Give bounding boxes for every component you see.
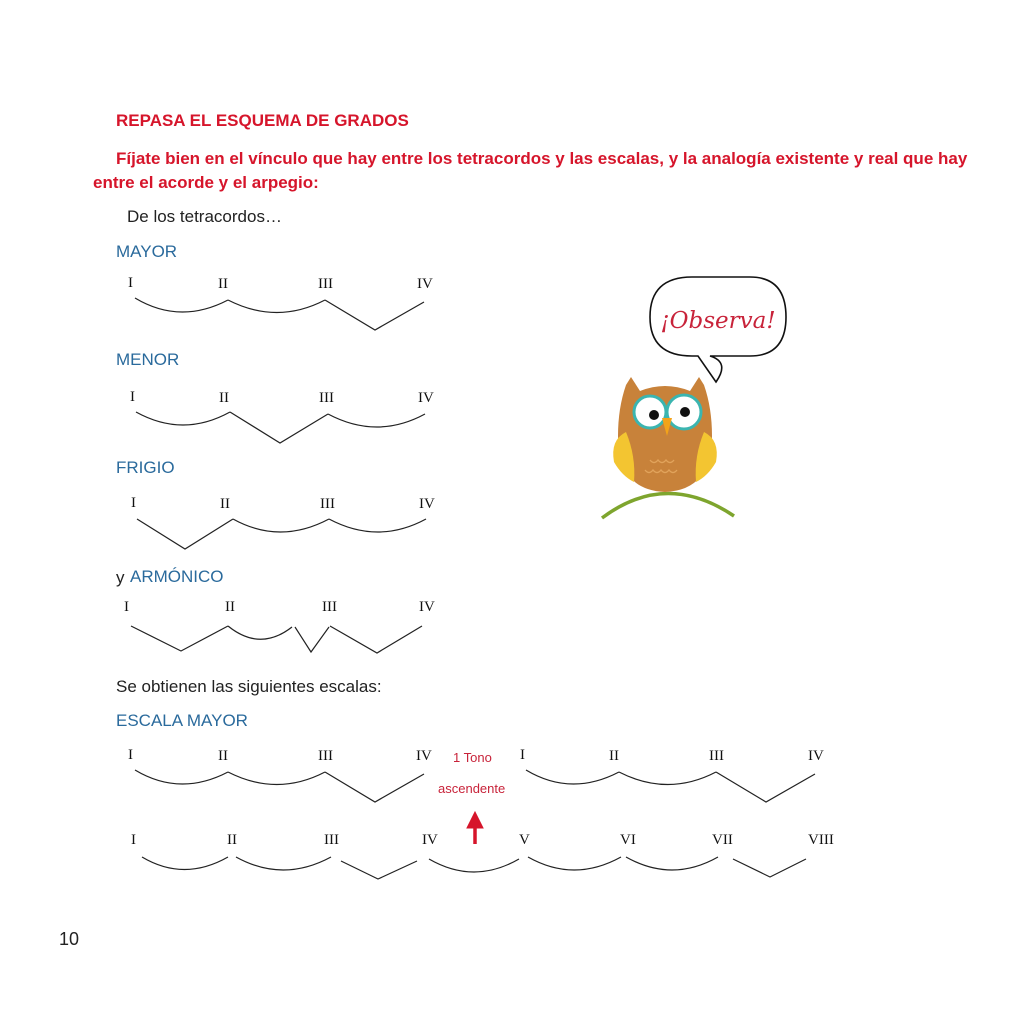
scale-full-degree-4: IV [422, 832, 438, 848]
scale-t1-arc-1 [135, 770, 228, 784]
armonico-semitone-1 [131, 626, 228, 651]
label-escala-mayor: ESCALA MAYOR [116, 711, 248, 730]
label-mayor: MAYOR [116, 242, 178, 261]
scale-full-degree-1: I [131, 832, 136, 848]
frigio-degree-2: II [220, 496, 230, 512]
scale-t1-degree-3: III [318, 748, 333, 764]
intro-line-2: entre el acorde y el arpegio: [93, 173, 319, 192]
menor-degree-3: III [319, 390, 334, 406]
scale-t1-degree-1: I [128, 747, 133, 763]
scale-full-degree-5: V [519, 832, 530, 848]
label-menor: MENOR [116, 350, 180, 369]
menor-degree-1: I [130, 389, 135, 405]
tone-label-1: 1 Tono [453, 750, 492, 765]
scale-full-arc-2 [236, 857, 331, 870]
scale-full-degree-7: VII [712, 832, 733, 848]
menor-degree-2: II [219, 390, 229, 406]
scale-t2-degree-4: IV [808, 748, 824, 764]
frigio-arc-1 [233, 519, 329, 532]
frigio-arc-2 [329, 519, 426, 532]
subtitle: De los tetracordos… [127, 207, 282, 226]
menor-semitone [230, 412, 328, 443]
scale-full-degree-2: II [227, 832, 237, 848]
scale-full-degree-6: VI [620, 832, 636, 848]
scale-t2-semitone [716, 772, 815, 802]
scale-t1-degree-4: IV [416, 748, 432, 764]
scale-t1-degree-2: II [218, 748, 228, 764]
mayor-semitone [325, 300, 424, 330]
ascending-arrow-icon [467, 812, 483, 844]
label-y: y [116, 568, 125, 587]
page-heading: REPASA EL ESQUEMA DE GRADOS [116, 111, 409, 130]
speech-bubble-text: ¡Observa! [660, 308, 776, 334]
armonico-degree-3: III [322, 599, 337, 615]
mayor-arc-2 [228, 300, 325, 313]
mayor-degree-3: III [318, 276, 333, 292]
armonico-arc [228, 626, 292, 639]
scale-full-semitone-2 [733, 859, 806, 877]
page-number: 10 [59, 929, 80, 949]
tone-label-2: ascendente [438, 781, 506, 796]
scale-full-arc-4 [528, 857, 621, 870]
armonico-semitone-3 [330, 626, 422, 653]
scale-full-arc-1 [142, 857, 228, 870]
frigio-degree-3: III [320, 496, 335, 512]
menor-arc-1 [136, 412, 230, 425]
label-frigio: FRIGIO [116, 458, 175, 477]
mayor-degree-1: I [128, 275, 133, 291]
mayor-arc-1 [135, 298, 228, 312]
scale-full-semitone-1 [341, 861, 417, 879]
owl-illustration [590, 270, 800, 525]
menor-arc-2 [328, 414, 425, 427]
scale-t2-degree-2: II [609, 748, 619, 764]
branch [602, 493, 734, 518]
armonico-degree-2: II [225, 599, 235, 615]
scale-full-degree-3: III [324, 832, 339, 848]
armonico-degree-1: I [124, 599, 129, 615]
menor-degree-4: IV [418, 390, 434, 406]
owl-icon [613, 377, 717, 492]
mayor-degree-4: IV [417, 276, 433, 292]
scale-t2-degree-1: I [520, 747, 525, 763]
intro-line-1: Fíjate bien en el vínculo que hay entre los tetracordos y las escalas, y la analogía existente y real que hay [116, 149, 968, 168]
frigio-degree-1: I [131, 495, 136, 511]
scale-t2-arc-1 [526, 770, 619, 784]
scale-full-degree-8: VIII [808, 832, 834, 848]
frigio-degree-4: IV [419, 496, 435, 512]
armonico-degree-4: IV [419, 599, 435, 615]
scales-intro: Se obtienen las siguientes escalas: [116, 677, 382, 696]
scale-full-arc-3 [429, 859, 519, 872]
scale-t2-degree-3: III [709, 748, 724, 764]
scale-t2-arc-2 [619, 772, 716, 785]
scale-t1-semitone [325, 772, 424, 802]
frigio-semitone [137, 519, 233, 549]
scale-t1-arc-2 [228, 772, 325, 785]
mayor-degree-2: II [218, 276, 228, 292]
label-armonico: ARMÓNICO [130, 567, 224, 586]
armonico-semitone-2 [295, 627, 329, 652]
scale-full-arc-5 [626, 857, 718, 870]
